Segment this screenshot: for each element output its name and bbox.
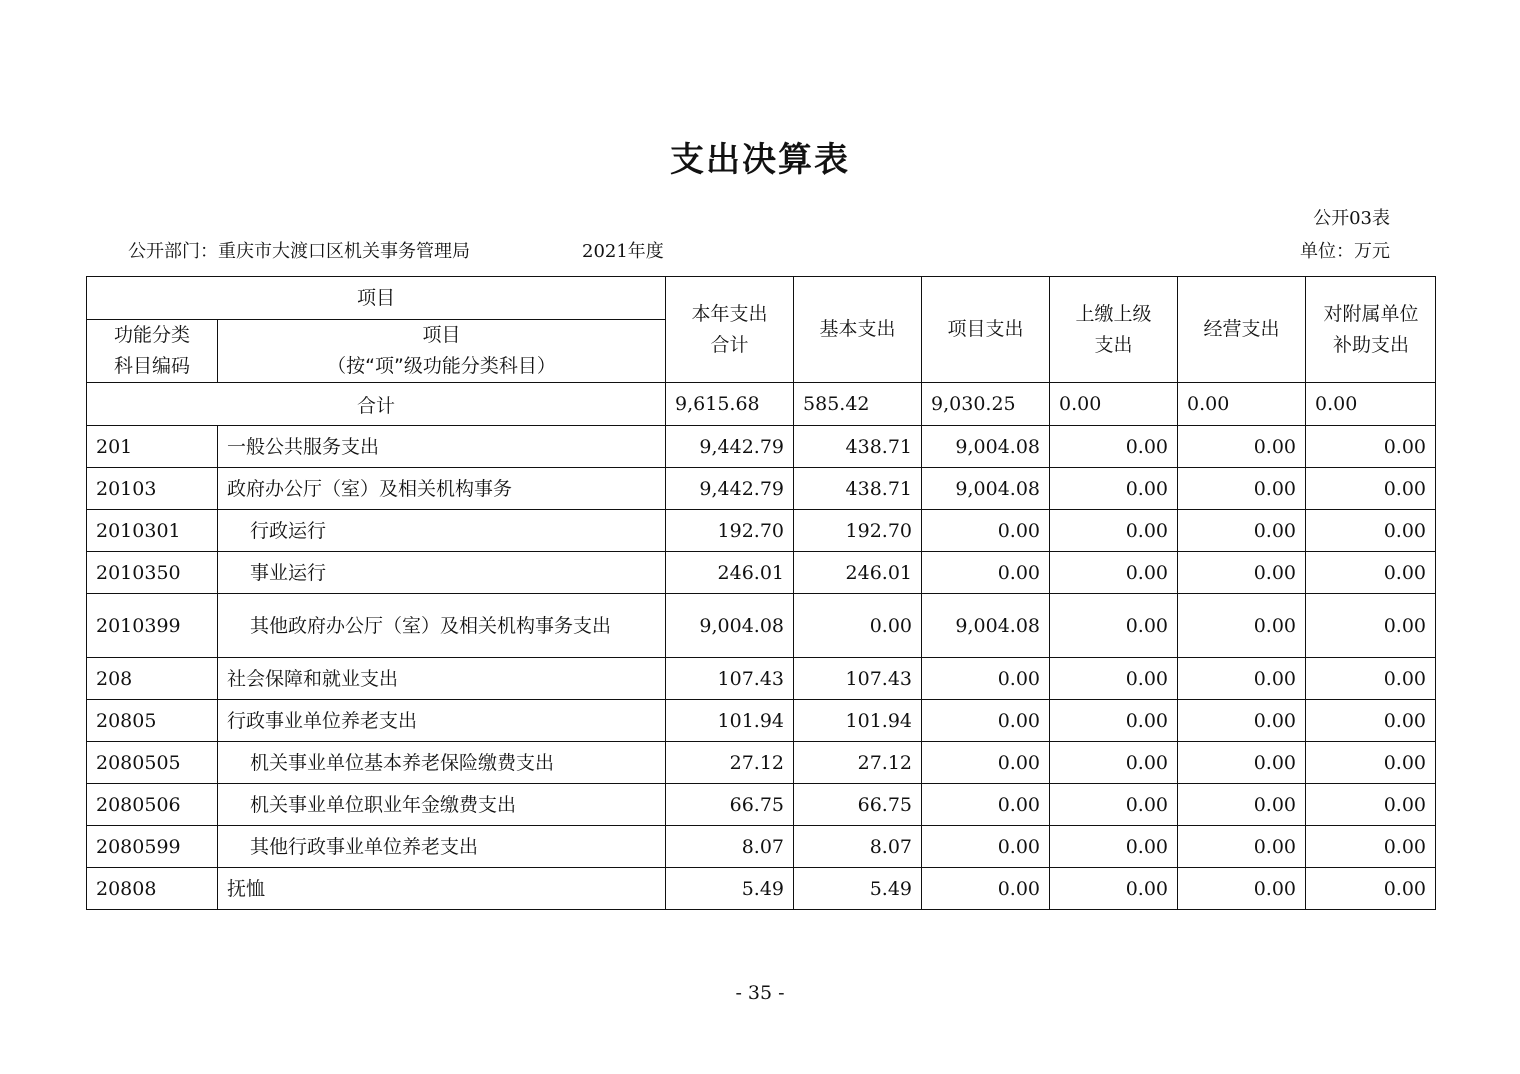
value-cell: 0.00 <box>1178 700 1306 742</box>
name-cell: 行政运行 <box>218 510 666 552</box>
value-cell: 0.00 <box>1050 468 1178 510</box>
value-cell: 0.00 <box>922 658 1050 700</box>
value-cell: 0.00 <box>1306 510 1436 552</box>
cell: 0.00 <box>1306 383 1436 426</box>
cell: 0.00 <box>1050 383 1178 426</box>
name-cell: 抚恤 <box>218 868 666 910</box>
value-cell: 66.75 <box>666 784 794 826</box>
value-cell: 0.00 <box>1306 826 1436 868</box>
total-label: 合计 <box>87 383 666 426</box>
value-cell: 0.00 <box>922 552 1050 594</box>
value-cell: 0.00 <box>1050 700 1178 742</box>
code-cell: 2010399 <box>87 594 218 658</box>
cell: 0.00 <box>1178 383 1306 426</box>
value-cell: 0.00 <box>922 826 1050 868</box>
table-row <box>87 784 1436 826</box>
value-cell: 0.00 <box>1050 826 1178 868</box>
expenditure-table <box>86 276 1436 910</box>
value-cell: 0.00 <box>794 594 922 658</box>
value-cell: 246.01 <box>666 552 794 594</box>
value-cell: 0.00 <box>1050 868 1178 910</box>
header-upper: 上缴上级支出 <box>1050 277 1178 383</box>
name-cell: 一般公共服务支出 <box>218 426 666 468</box>
value-cell: 0.00 <box>1178 868 1306 910</box>
cell: 585.42 <box>794 383 922 426</box>
value-cell: 0.00 <box>1306 552 1436 594</box>
value-cell: 0.00 <box>1050 510 1178 552</box>
table-row <box>87 468 1436 510</box>
name-cell: 其他行政事业单位养老支出 <box>218 826 666 868</box>
header-basic: 基本支出 <box>794 277 922 383</box>
code-cell: 20805 <box>87 700 218 742</box>
unit-label: 单位：万元 <box>1300 241 1390 262</box>
value-cell: 0.00 <box>1306 468 1436 510</box>
code-cell: 2080505 <box>87 742 218 784</box>
table-row <box>87 426 1436 468</box>
value-cell: 107.43 <box>666 658 794 700</box>
code-cell: 2010350 <box>87 552 218 594</box>
value-cell: 0.00 <box>1178 784 1306 826</box>
value-cell: 0.00 <box>1306 594 1436 658</box>
value-cell: 9,442.79 <box>666 426 794 468</box>
value-cell: 0.00 <box>1306 658 1436 700</box>
code-cell: 208 <box>87 658 218 700</box>
value-cell: 0.00 <box>922 784 1050 826</box>
code-cell: 20103 <box>87 468 218 510</box>
name-cell: 政府办公厅（室）及相关机构事务 <box>218 468 666 510</box>
value-cell: 0.00 <box>1306 426 1436 468</box>
value-cell: 0.00 <box>1306 700 1436 742</box>
name-cell: 社会保障和就业支出 <box>218 658 666 700</box>
value-cell: 0.00 <box>1178 468 1306 510</box>
header-item: 项目 （按“项”级功能分类科目） <box>218 320 666 383</box>
value-cell: 5.49 <box>794 868 922 910</box>
table-row <box>87 868 1436 910</box>
fiscal-year: 2021年度 <box>582 241 664 262</box>
value-cell: 192.70 <box>666 510 794 552</box>
value-cell: 0.00 <box>1050 658 1178 700</box>
value-cell: 0.00 <box>1178 594 1306 658</box>
header-business: 经营支出 <box>1178 277 1306 383</box>
cell: 9,030.25 <box>922 383 1050 426</box>
header-code: 功能分类科目编码 <box>87 320 218 383</box>
value-cell: 0.00 <box>1306 868 1436 910</box>
value-cell: 101.94 <box>794 700 922 742</box>
table-row <box>87 510 1436 552</box>
name-cell: 其他政府办公厅（室）及相关机构事务支出 <box>218 594 666 658</box>
value-cell: 5.49 <box>666 868 794 910</box>
value-cell: 8.07 <box>794 826 922 868</box>
code-cell: 2080506 <box>87 784 218 826</box>
value-cell: 0.00 <box>1050 784 1178 826</box>
value-cell: 27.12 <box>666 742 794 784</box>
table-row <box>87 594 1436 658</box>
value-cell: 0.00 <box>1178 742 1306 784</box>
value-cell: 0.00 <box>1050 426 1178 468</box>
value-cell: 0.00 <box>1178 658 1306 700</box>
value-cell: 107.43 <box>794 658 922 700</box>
name-cell: 机关事业单位职业年金缴费支出 <box>218 784 666 826</box>
value-cell: 192.70 <box>794 510 922 552</box>
code-cell: 2010301 <box>87 510 218 552</box>
name-cell: 事业运行 <box>218 552 666 594</box>
value-cell: 0.00 <box>1306 742 1436 784</box>
cell: 9,615.68 <box>666 383 794 426</box>
header-item-group: 项目 <box>87 277 666 320</box>
value-cell: 0.00 <box>1178 552 1306 594</box>
value-cell: 0.00 <box>922 742 1050 784</box>
code-cell: 201 <box>87 426 218 468</box>
value-cell: 0.00 <box>1050 552 1178 594</box>
value-cell: 438.71 <box>794 468 922 510</box>
table-row <box>87 826 1436 868</box>
value-cell: 0.00 <box>1178 426 1306 468</box>
value-cell: 0.00 <box>1306 784 1436 826</box>
value-cell: 0.00 <box>1050 742 1178 784</box>
header-project: 项目支出 <box>922 277 1050 383</box>
table-row <box>87 700 1436 742</box>
department: 公开部门：重庆市大渡口区机关事务管理局 <box>128 241 470 262</box>
header-subsidy: 对附属单位补助支出 <box>1306 277 1436 383</box>
value-cell: 8.07 <box>666 826 794 868</box>
value-cell: 9,004.08 <box>922 594 1050 658</box>
page-title: 支出决算表 <box>670 140 850 180</box>
form-number: 公开03表 <box>1313 208 1390 229</box>
header-total: 本年支出合计 <box>666 277 794 383</box>
value-cell: 246.01 <box>794 552 922 594</box>
name-cell: 行政事业单位养老支出 <box>218 700 666 742</box>
name-cell: 机关事业单位基本养老保险缴费支出 <box>218 742 666 784</box>
value-cell: 27.12 <box>794 742 922 784</box>
table-row <box>87 552 1436 594</box>
page-number: - 35 - <box>735 982 785 1004</box>
value-cell: 0.00 <box>1178 510 1306 552</box>
code-cell: 2080599 <box>87 826 218 868</box>
value-cell: 0.00 <box>1178 826 1306 868</box>
table-row <box>87 742 1436 784</box>
value-cell: 0.00 <box>922 700 1050 742</box>
value-cell: 66.75 <box>794 784 922 826</box>
total-row <box>87 383 1436 426</box>
value-cell: 9,004.08 <box>922 426 1050 468</box>
value-cell: 438.71 <box>794 426 922 468</box>
table-row <box>87 658 1436 700</box>
code-cell: 20808 <box>87 868 218 910</box>
value-cell: 0.00 <box>922 510 1050 552</box>
value-cell: 9,442.79 <box>666 468 794 510</box>
value-cell: 9,004.08 <box>666 594 794 658</box>
value-cell: 0.00 <box>1050 594 1178 658</box>
value-cell: 0.00 <box>922 868 1050 910</box>
value-cell: 101.94 <box>666 700 794 742</box>
value-cell: 9,004.08 <box>922 468 1050 510</box>
